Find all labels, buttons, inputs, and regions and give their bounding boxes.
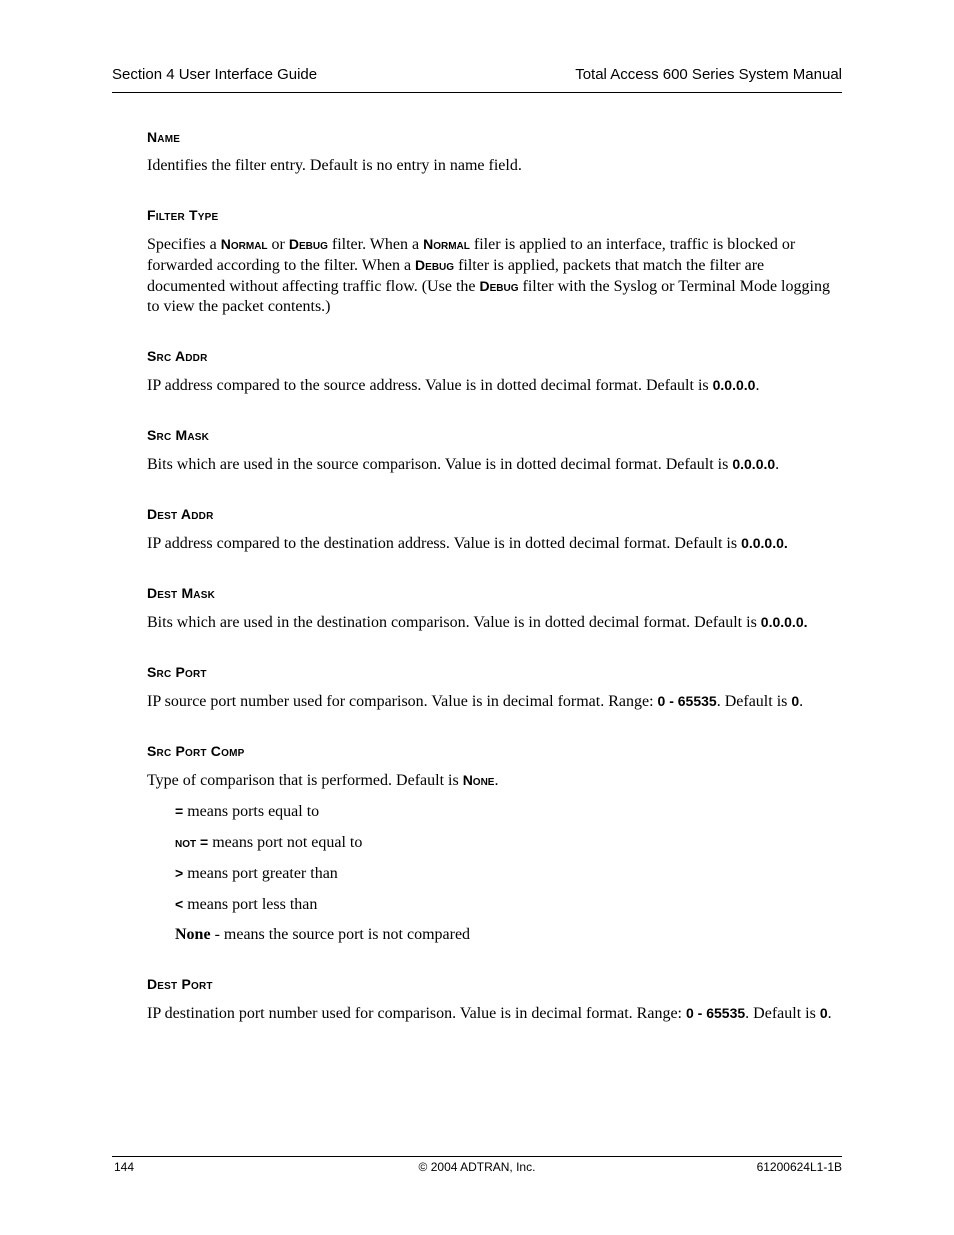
default-value: 0.0.0.0 bbox=[732, 456, 776, 472]
section-heading-src-mask: Src Mask bbox=[147, 427, 210, 443]
port-range: 0 - 65535 bbox=[686, 1005, 746, 1021]
section-heading-dest-port: Dest Port bbox=[147, 976, 213, 992]
section-heading-filter-type: Filter Type bbox=[147, 207, 219, 223]
default-value: 0.0.0.0. bbox=[741, 535, 788, 551]
section-heading-src-port-comp: Src Port Comp bbox=[147, 743, 245, 759]
list-item: = means ports equal to bbox=[175, 803, 320, 820]
default-value: 0 bbox=[819, 1005, 828, 1021]
option-key: < bbox=[175, 896, 184, 912]
section-text-dest-port: IP destination port number used for comparison. Value is in decimal format. Range: 0 - 65535. Default is 0. bbox=[147, 1005, 832, 1022]
section-text-dest-mask: Bits which are used in the destination comparison. Value is in dotted decimal format. Default is 0.0.0.0. bbox=[147, 614, 808, 631]
list-item: not = means port not equal to bbox=[175, 834, 363, 851]
section-heading-name: Name bbox=[147, 129, 181, 145]
section-text-src-mask: Bits which are used in the source comparison. Value is in dotted decimal format. Default is 0.0.0.0. bbox=[147, 456, 780, 473]
port-range: 0 - 65535 bbox=[657, 693, 717, 709]
list-item: < means port less than bbox=[175, 896, 318, 913]
comparison-options-list bbox=[175, 801, 839, 945]
page-content bbox=[147, 128, 839, 1054]
keyword-normal: Normal bbox=[220, 236, 268, 252]
document-id: 61200624L1-1B bbox=[756, 1160, 842, 1174]
page-number: 144 bbox=[114, 1160, 135, 1174]
option-key: not = bbox=[175, 834, 209, 850]
section-heading-dest-addr: Dest Addr bbox=[147, 506, 214, 522]
running-header-section: Section 4 User Interface Guide bbox=[112, 66, 318, 83]
default-value: 0.0.0.0 bbox=[712, 377, 756, 393]
default-value: 0 bbox=[791, 693, 800, 709]
running-header-manual-title: Total Access 600 Series System Manual bbox=[575, 66, 842, 83]
section-text-src-port: IP source port number used for comparison. Value is in decimal format. Range: 0 - 65535. Default is 0. bbox=[147, 693, 804, 710]
list-item: None - means the source port is not compared bbox=[175, 926, 471, 943]
list-item: > means port greater than bbox=[175, 865, 338, 882]
keyword-normal: Normal bbox=[423, 236, 470, 252]
keyword-debug: Debug bbox=[415, 257, 455, 273]
header-rule bbox=[112, 92, 842, 93]
section-text-dest-addr: IP address compared to the destination address. Value is in dotted decimal format. Default is 0.0.0.0. bbox=[147, 535, 788, 552]
default-value: None bbox=[462, 772, 495, 788]
section-heading-src-port: Src Port bbox=[147, 664, 207, 680]
section-text-src-addr: IP address compared to the source address. Value is in dotted decimal format. Default is 0.0.0.0. bbox=[147, 377, 760, 394]
default-value: 0.0.0.0. bbox=[760, 614, 808, 630]
section-text-filter-type: Specifies a Normal or Debug filter. When a Normal filer is applied to an interface, traffic is blocked or forwarded according to the filter. When a Debug filter is applied, packets that match the filter are documented without affecting traffic flow. (Use the Debug filter with the Syslog or Terminal Mode logging to view the packet contents.) bbox=[147, 236, 830, 315]
option-key: = bbox=[175, 803, 184, 819]
option-key: > bbox=[175, 865, 184, 881]
footer-rule bbox=[112, 1156, 842, 1157]
section-text-name: Identifies the filter entry. Default is no entry in name field. bbox=[147, 157, 522, 174]
section-heading-src-addr: Src Addr bbox=[147, 348, 208, 364]
section-heading-dest-mask: Dest Mask bbox=[147, 585, 216, 601]
option-key: None bbox=[175, 926, 211, 943]
keyword-debug: Debug bbox=[288, 236, 328, 252]
keyword-debug: Debug bbox=[479, 278, 519, 294]
section-text-src-port-comp: Type of comparison that is performed. Default is None. bbox=[147, 772, 499, 789]
copyright: © 2004 ADTRAN, Inc. bbox=[418, 1160, 536, 1174]
